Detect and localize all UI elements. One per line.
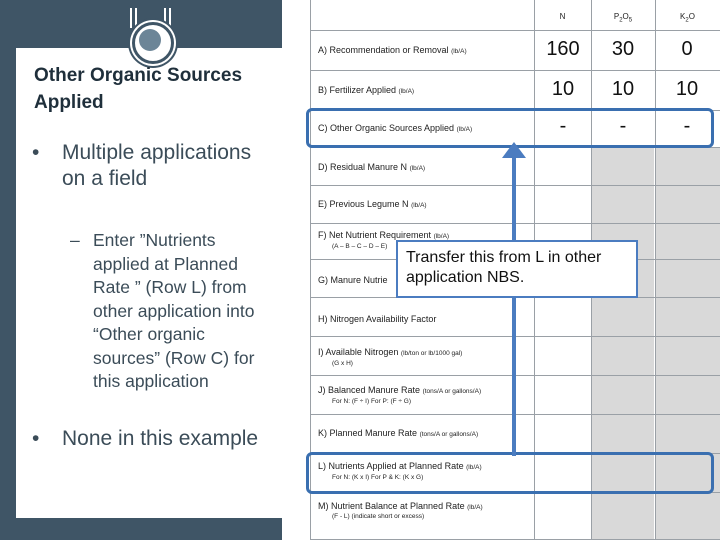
bullet-text: Multiple applications on a field bbox=[62, 141, 252, 190]
callout-box bbox=[396, 240, 638, 298]
row-label: C) Other Organic Sources Applied bbox=[318, 123, 455, 133]
sub-bullet-marker: – bbox=[70, 230, 80, 250]
bullet-item bbox=[32, 140, 272, 192]
row-label: H) Nitrogen Availability Factor bbox=[318, 314, 437, 324]
row-formula: (A – B – C – D – E) bbox=[332, 243, 388, 250]
sub-bullet-text: Enter ”Nutrients applied at Planned Rate ” (Row L) from other application into “Other organic sources” (Row C) for this application bbox=[93, 230, 255, 391]
column-header-n: N bbox=[559, 12, 566, 21]
cell-value: 0 bbox=[681, 38, 693, 60]
row-formula: For N: (F ÷ I) For P: (F ÷ G) bbox=[332, 398, 411, 405]
decorative-dot-icon bbox=[139, 29, 161, 51]
row-label: E) Previous Legume N bbox=[318, 199, 409, 209]
sub-bullet-item bbox=[70, 229, 266, 394]
row-label: F) Net Nutrient Requirement bbox=[318, 230, 432, 240]
row-unit: (lb/A) bbox=[466, 464, 482, 471]
row-unit: (lb/A) bbox=[398, 88, 415, 95]
row-label: I) Available Nitrogen bbox=[318, 347, 399, 357]
decorative-tick bbox=[135, 8, 137, 28]
row-label: B) Fertilizer Applied bbox=[318, 85, 397, 95]
cell-value: - bbox=[619, 115, 627, 137]
row-label: J) Balanced Manure Rate bbox=[318, 385, 421, 395]
row-unit: (tons/A or gallons/A) bbox=[419, 431, 479, 438]
row-formula: (F - L) (indicate short or excess) bbox=[332, 513, 425, 520]
row-formula: (G x H) bbox=[332, 360, 353, 367]
bullet-item bbox=[32, 426, 272, 452]
table-row bbox=[310, 31, 720, 71]
cell-value: - bbox=[683, 115, 691, 137]
bullet-marker: • bbox=[32, 427, 40, 450]
row-label: D) Residual Manure N bbox=[318, 162, 408, 172]
row-unit: (lb/A) bbox=[433, 233, 450, 240]
row-label: A) Recommendation or Removal bbox=[318, 45, 449, 55]
row-formula: For N: (K x I) For P & K: (K x G) bbox=[332, 474, 424, 481]
cell-value: 10 bbox=[675, 78, 699, 100]
table-header-row bbox=[310, 0, 720, 31]
transfer-arrow bbox=[512, 150, 516, 456]
row-unit: (lb/A) bbox=[456, 126, 473, 133]
row-label: K) Planned Manure Rate bbox=[318, 428, 418, 438]
cell-value: 160 bbox=[546, 38, 580, 60]
bullet-text: None in this example bbox=[62, 427, 259, 450]
highlight-row-l bbox=[306, 452, 714, 494]
row-unit: (lb/A) bbox=[467, 504, 483, 511]
callout-text: Transfer this from L in other application NBS. bbox=[406, 249, 602, 286]
cell-value: - bbox=[559, 115, 567, 137]
column-header-k2o: $K_2O$ bbox=[680, 12, 695, 24]
slide-title: Other Organic Sources Applied bbox=[34, 65, 243, 113]
table-row bbox=[310, 71, 720, 111]
bullet-marker: • bbox=[32, 141, 40, 164]
cell-value: 10 bbox=[611, 78, 635, 100]
table-row bbox=[310, 493, 720, 540]
row-label: G) Manure Nutrie bbox=[318, 275, 388, 285]
decorative-tick bbox=[169, 8, 171, 28]
cell-value: 30 bbox=[611, 38, 635, 60]
arrow-head-icon bbox=[502, 142, 526, 158]
row-unit: (lb/ton or lb/1000 gal) bbox=[400, 350, 463, 357]
row-label: M) Nutrient Balance at Planned Rate bbox=[318, 501, 465, 511]
column-header-p2o5: $P_2O_5$ bbox=[613, 12, 633, 24]
row-label: L) Nutrients Applied at Planned Rate bbox=[318, 461, 464, 471]
row-unit: (tons/A or gallons/A) bbox=[422, 388, 482, 395]
row-unit: (lb/A) bbox=[411, 202, 427, 209]
row-unit: (lb/A) bbox=[409, 165, 426, 172]
row-unit: (lb/A) bbox=[451, 48, 467, 55]
cell-value: 10 bbox=[551, 78, 575, 100]
decorative-tick bbox=[130, 8, 132, 28]
